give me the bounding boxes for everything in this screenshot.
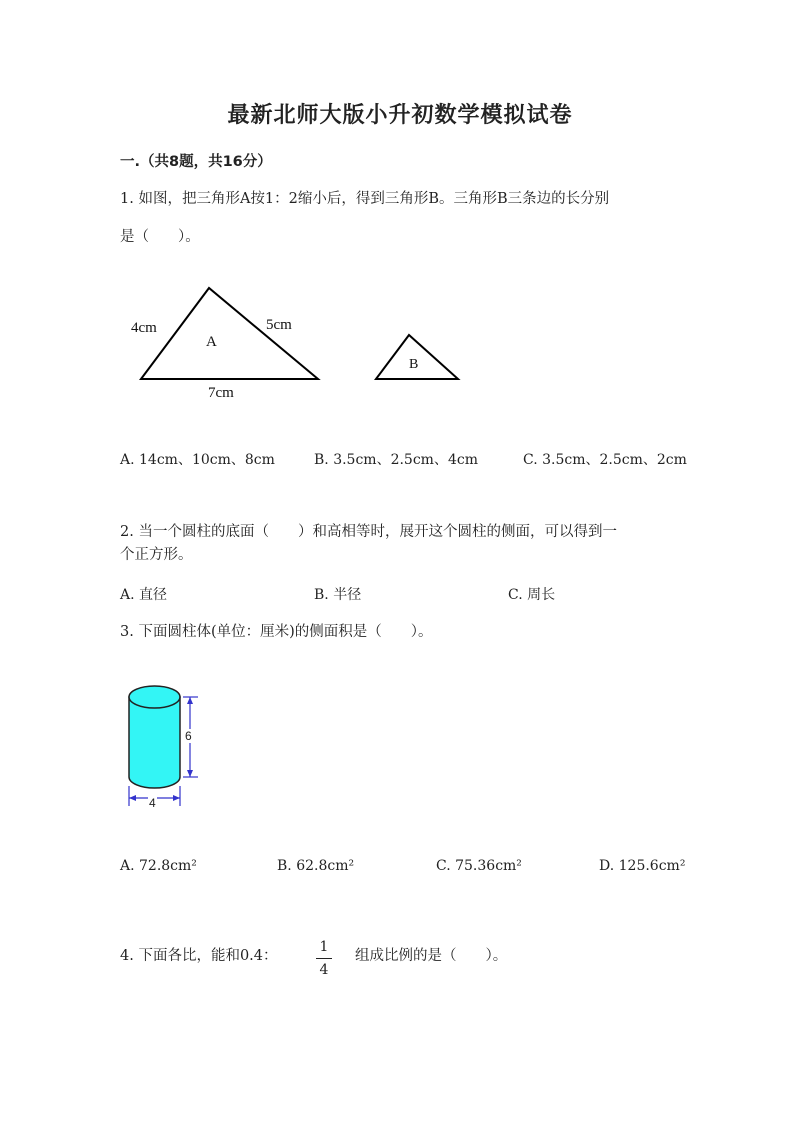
q1-option-b[interactable]: B. 3.5cm、2.5cm、4cm <box>314 452 478 468</box>
q4-text-after: 组成比例的是（ ）。 <box>355 948 508 964</box>
q1-text-line2: 是（ ）。 <box>120 229 200 245</box>
q3-option-b[interactable]: B. 62.8cm² <box>277 858 355 874</box>
q2-option-b[interactable]: B. 半径 <box>314 587 362 603</box>
fraction-bar <box>316 958 332 959</box>
q2-text-line2: 个正方形。 <box>120 547 193 563</box>
q3-text: 3. 下面圆柱体(单位：厘米)的侧面积是（ ）。 <box>120 624 433 640</box>
cylinder-top <box>129 686 180 708</box>
triangle-a-label: A <box>206 334 217 350</box>
q3-option-d[interactable]: D. 125.6cm² <box>599 858 686 874</box>
cylinder-diameter-label: 4 <box>149 796 156 810</box>
triangle-a-side-right-label: 5cm <box>266 317 292 333</box>
triangle-a-side-bottom-label: 7cm <box>208 385 234 401</box>
fraction-numerator: 1 <box>319 939 329 955</box>
q2-text-line1: 2. 当一个圆柱的底面（ ）和高相等时，展开这个圆柱的侧面，可以得到一 <box>120 524 617 540</box>
q3-option-c[interactable]: C. 75.36cm² <box>436 858 522 874</box>
page-title: 最新北师大版小升初数学模拟试卷 <box>227 103 573 128</box>
section-heading: 一.（共8题，共16分） <box>120 154 272 170</box>
q1-option-c[interactable]: C. 3.5cm、2.5cm、2cm <box>523 452 687 468</box>
cylinder-body <box>129 697 180 788</box>
q4-fraction <box>316 938 332 979</box>
q4-text-before: 4. 下面各比，能和0.4： <box>120 948 278 964</box>
q2-option-a[interactable]: A. 直径 <box>120 587 168 603</box>
q2-option-c[interactable]: C. 周长 <box>508 587 556 603</box>
q1-option-a[interactable]: A. 14cm、10cm、8cm <box>120 452 275 468</box>
triangle-b-label: B <box>409 357 419 372</box>
cylinder-height-label: 6 <box>185 729 192 743</box>
q3-option-a[interactable]: A. 72.8cm² <box>120 858 197 874</box>
fraction-denominator: 4 <box>319 962 329 978</box>
triangle-a-side-left-label: 4cm <box>131 320 157 336</box>
q1-text-line1: 1. 如图，把三角形A按1：2缩小后，得到三角形B。三角形B三条边的长分别 <box>120 191 610 207</box>
